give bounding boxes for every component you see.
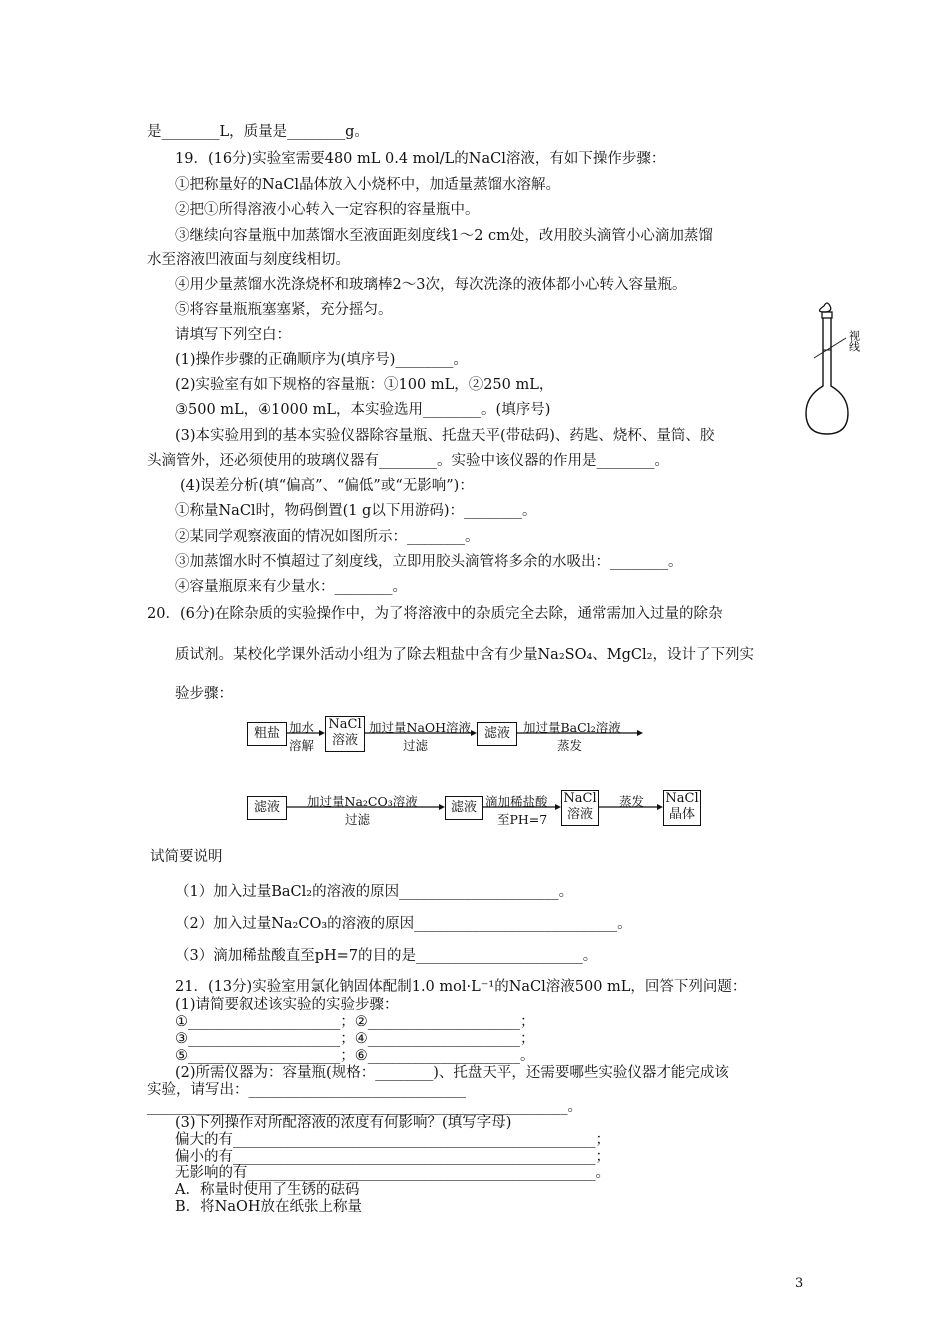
text-line: 偏小的有__________________________________________________； bbox=[175, 1149, 610, 1165]
flow-box-filtrate: 滤液 bbox=[445, 796, 483, 820]
text-line: 实验，请写出：______________________________ bbox=[147, 1082, 466, 1098]
flow-box-nacl-crystal: NaCl 晶体 bbox=[663, 790, 701, 826]
flow-box-crude-salt: 粗盐 bbox=[247, 722, 287, 746]
text-line: ①称量NaCl时，物码倒置(1 g以下用游码)：________。 bbox=[175, 503, 537, 519]
text-line: (4)误差分析(填“偏高”、“偏低”或“无影响”)： bbox=[180, 478, 474, 494]
text-line: 无影响的有________________________________________________。 bbox=[175, 1165, 610, 1181]
text-line: 试简要说明 bbox=[150, 849, 223, 865]
flow-box-filtrate: 滤液 bbox=[477, 722, 517, 746]
flow-arrow-label: 过滤 bbox=[345, 812, 371, 827]
question-19-title: 19．(16分)实验室需要480 mL 0.4 mol/L的NaCl溶液，有如下操作步骤： bbox=[175, 151, 666, 167]
text-line: ③继续向容量瓶中加蒸馏水至液面距刻度线1～2 cm处，改用胶头滴管小心滴加蒸馏 bbox=[175, 228, 713, 244]
flow-arrow-label: 蒸发 bbox=[557, 738, 583, 753]
flow-arrow-label: 滴加稀盐酸 bbox=[485, 794, 548, 809]
flow-box-nacl-solution: NaCl 溶液 bbox=[325, 716, 365, 752]
sight-line-label: 视线 bbox=[847, 330, 861, 352]
flow-arrow-label: 至PH=7 bbox=[497, 812, 548, 827]
text-line: （1）加入过量BaCl₂的溶液的原因______________________。 bbox=[175, 884, 574, 900]
text-line: ⑤将容量瓶瓶塞塞紧，充分摇匀。 bbox=[175, 302, 393, 318]
flow-diagram-1 bbox=[245, 716, 665, 756]
flow-arrow-label: 蒸发 bbox=[619, 794, 645, 809]
text-line: 水至溶液凹液面与刻度线相切。 bbox=[147, 252, 350, 268]
flow-box-nacl-solution: NaCl 溶液 bbox=[561, 790, 599, 826]
text-line: (3)本实验用到的基本实验仪器除容量瓶、托盘天平(带砝码)、药匙、烧杯、量筒、胶 bbox=[175, 428, 715, 444]
text-line: ③500 mL，④1000 mL，本实验选用________。(填序号) bbox=[175, 402, 551, 418]
volumetric-flask-figure bbox=[800, 298, 880, 438]
flow-diagram-2 bbox=[245, 790, 705, 830]
text-line: ③_____________________；④_____________________； bbox=[175, 1031, 535, 1047]
question-20-title: 20．(6分)在除杂质的实验操作中，为了将溶液中的杂质完全去除，通常需加入过量的除杂 bbox=[147, 606, 723, 622]
flow-arrow-label: 溶解 bbox=[289, 738, 315, 753]
flow-arrow-label: 加过量BaCl₂溶液 bbox=[523, 720, 621, 735]
text-line: 偏大的有__________________________________________________； bbox=[175, 1132, 610, 1148]
text-line: ②把①所得溶液小心转入一定容积的容量瓶中。 bbox=[175, 202, 480, 218]
flow-arrow-label: 加水 bbox=[289, 720, 315, 735]
text-line: ⑤_____________________；⑥_____________________。 bbox=[175, 1048, 535, 1064]
option-b: B．将NaOH放在纸张上称量 bbox=[175, 1199, 363, 1215]
text-line: 请填写下列空白： bbox=[175, 327, 291, 343]
text-line: 是________L，质量是________g。 bbox=[147, 124, 369, 140]
text-line: (1)请简要叙述该实验的实验步骤： bbox=[175, 997, 399, 1013]
text-line: ③加蒸馏水时不慎超过了刻度线，立即用胶头滴管将多余的水吸出：________。 bbox=[175, 554, 683, 570]
page-number: 3 bbox=[795, 1276, 804, 1291]
text-line: 验步骤： bbox=[175, 686, 233, 702]
flow-arrow-label: 加过量NaOH溶液 bbox=[369, 720, 472, 735]
text-line: (1)操作步骤的正确顺序为(填序号)________。 bbox=[175, 352, 468, 368]
flow-box-filtrate: 滤液 bbox=[247, 796, 287, 820]
text-line: ①_____________________；②_____________________； bbox=[175, 1014, 535, 1030]
text-line: (2)所需仪器为：容量瓶(规格：________)、托盘天平，还需要哪些实验仪器才能完成该 bbox=[175, 1065, 729, 1081]
text-line: （2）加入过量Na₂CO₃的溶液的原因____________________________。 bbox=[175, 916, 632, 932]
text-line: ①把称量好的NaCl晶体放入小烧杯中，加适量蒸馏水溶解。 bbox=[175, 177, 561, 193]
text-line: (2)实验室有如下规格的容量瓶：①100 mL，②250 mL， bbox=[175, 377, 554, 393]
text-line: 头滴管外，还必须使用的玻璃仪器有________。实验中该仪器的作用是________。 bbox=[147, 453, 669, 469]
text-line: ④容量瓶原来有少量水：________。 bbox=[175, 579, 407, 595]
text-line: 质试剂。某校化学课外活动小组为了除去粗盐中含有少量Na₂SO₄、MgCl₂，设计了下列实 bbox=[175, 647, 754, 663]
option-a: A．称量时使用了生锈的砝码 bbox=[175, 1182, 360, 1198]
text-line: ④用少量蒸馏水洗涤烧杯和玻璃棒2～3次，每次洗涤的液体都小心转入容量瓶。 bbox=[175, 277, 687, 293]
text-line: __________________________________________________________。 bbox=[147, 1099, 582, 1115]
text-line: (3)下列操作对所配溶液的浓度有何影响？(填写字母) bbox=[175, 1115, 512, 1131]
text-line: （3）滴加稀盐酸直至pH=7的目的是_______________________。 bbox=[175, 948, 598, 964]
flow-arrow-label: 过滤 bbox=[403, 738, 429, 753]
question-21-title: 21．(13分)实验室用氯化钠固体配制1.0 mol·L⁻¹的NaCl溶液500 mL，回答下列问题： bbox=[175, 979, 747, 995]
flow-arrow-label: 加过量Na₂CO₃溶液 bbox=[307, 794, 418, 809]
text-line: ②某同学观察液面的情况如图所示：________。 bbox=[175, 529, 480, 545]
